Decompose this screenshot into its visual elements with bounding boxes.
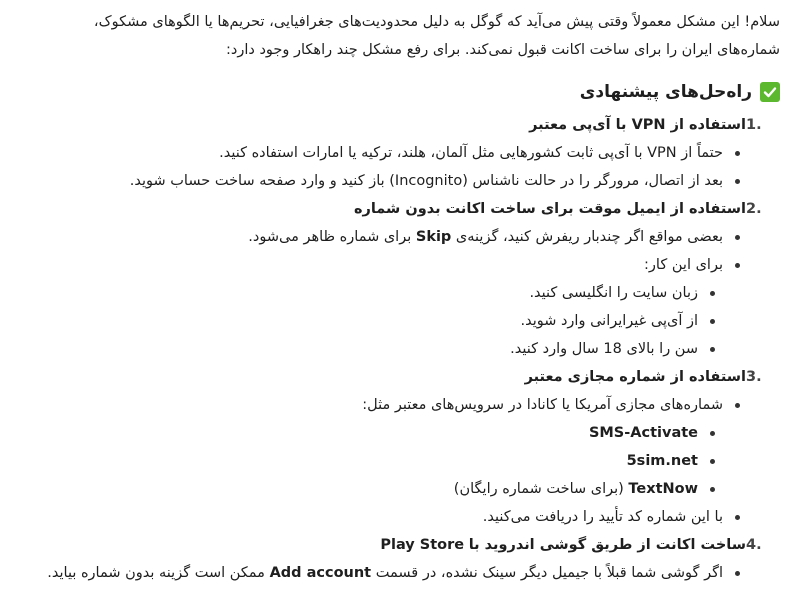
check-mark-button-icon (760, 82, 780, 102)
bullet-text: شماره‌های مجازی آمریکا یا کانادا در سرویس‌های معتبر مثل: (362, 397, 723, 413)
bullet-icon (735, 179, 740, 184)
bullet-icon (735, 571, 740, 576)
bullet-icon (735, 515, 740, 520)
bullet-text-pre: اگر گوشی شما قبلاً با جیمیل دیگر سینک نشده، در قسمت (375, 565, 723, 581)
bullet-icon (710, 291, 715, 296)
bullet-text: سن را بالای 18 سال وارد کنید. (510, 341, 698, 357)
heading-text: راه‌حل‌های پیشنهادی (579, 82, 752, 102)
item-title: استفاده از شماره مجازی معتبر (524, 369, 746, 385)
service-sms-activate: SMS-Activate (588, 425, 698, 441)
bullet-text-post: ممکن است گزینه بدون شماره بیاید. (47, 565, 265, 581)
sub-list-item (510, 335, 715, 363)
add-account-term: Add account (269, 565, 372, 581)
list-item-2-title (354, 195, 772, 223)
list-item (130, 167, 740, 195)
bullet-text: بعد از اتصال، مرورگر را در حالت ناشناس (Incognito) باز کنید و وارد صفحه ساخت حساب شوید. (129, 173, 723, 189)
item-number: 4. (746, 537, 762, 553)
list-item-1-title (529, 111, 772, 139)
bullet-text-pre: بعضی مواقع اگر چندبار ریفرش کنید، گزینه‌ی (455, 229, 723, 245)
bullet-icon (710, 431, 715, 436)
bullet-icon (710, 459, 715, 464)
sub-list-item (589, 419, 715, 447)
bullet-icon (710, 347, 715, 352)
bullet-text: از آی‌پی غیرایرانی وارد شوید. (520, 313, 698, 329)
item-number: 1. (746, 117, 762, 133)
bullet-icon (710, 319, 715, 324)
sub-list-item (520, 307, 715, 335)
section-heading (580, 78, 780, 106)
service-textnow: TextNow (628, 481, 698, 497)
bullet-icon (735, 151, 740, 156)
list-item (483, 503, 740, 531)
list-item-3-title (525, 363, 772, 391)
bullet-text: زبان سایت را انگلیسی کنید. (529, 285, 698, 301)
intro-line-2: شماره‌های ایران را برای ساخت اکانت قبول نمی‌کند. برای رفع مشکل چند راهکار وجود دارد: (226, 42, 780, 58)
item-title: استفاده از VPN با آی‌پی معتبر (529, 117, 746, 133)
item-title: استفاده از ایمیل موقت برای ساخت اکانت بدون شماره (353, 201, 746, 217)
service-5sim: 5sim.net (626, 453, 698, 469)
bullet-text: با این شماره کد تأیید را دریافت می‌کنید. (482, 509, 723, 525)
list-item (47, 559, 740, 587)
sub-list-item (529, 279, 715, 307)
intro-paragraph (8, 8, 780, 64)
item-number: 2. (746, 201, 762, 217)
bullet-icon (735, 263, 740, 268)
item-number: 3. (746, 369, 762, 385)
textnow-note: (برای ساخت شماره رایگان) (453, 481, 624, 497)
skip-term: Skip (415, 229, 452, 245)
bullet-icon (710, 487, 715, 492)
list-item (362, 391, 740, 419)
list-item (248, 223, 740, 251)
bullet-text-post: برای شماره ظاهر می‌شود. (248, 229, 412, 245)
bullet-text: حتماً از VPN با آی‌پی ثابت کشورهایی مثل آلمان، هلند، ترکیه یا امارات استفاده کنید. (219, 145, 723, 161)
sub-list-item (454, 475, 715, 503)
play-store-term: Play Store (380, 537, 465, 553)
bullet-text: برای این کار: (644, 257, 723, 273)
list-item-4-title (380, 531, 772, 559)
bullet-icon (735, 403, 740, 408)
list-item (219, 139, 740, 167)
sub-list-item (627, 447, 715, 475)
intro-line-1: سلام! این مشکل معمولاً وقتی پیش می‌آید که گوگل به دلیل محدودیت‌های جغرافیایی، تحریم‌ها یا الگوهای مشکوک، (93, 14, 780, 30)
bullet-icon (735, 235, 740, 240)
item-title-pre: ساخت اکانت از طریق گوشی اندروید با (468, 537, 746, 553)
list-item (644, 251, 740, 279)
